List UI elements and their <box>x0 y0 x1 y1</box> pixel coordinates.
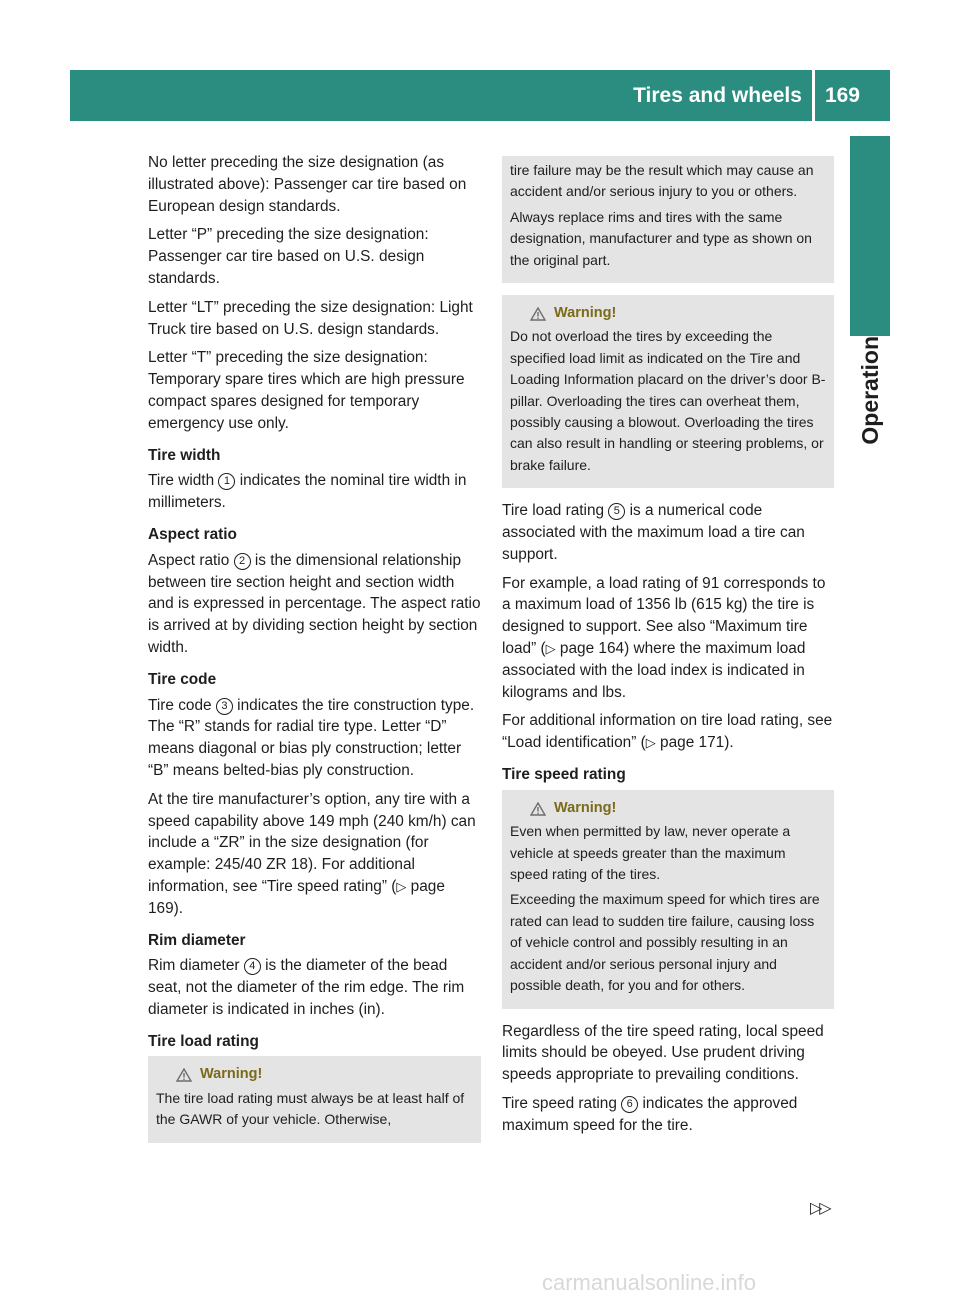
continue-arrow-icon: ▷▷ <box>810 1200 829 1217</box>
warning-text: The tire load rating must always be at least half of the GAWR of your vehicle. Otherwise, <box>156 1089 465 1128</box>
warning-box <box>502 295 834 488</box>
heading-tire-load-rating: Tire load rating <box>148 1032 259 1050</box>
warning-text: Always replace rims and tires with the same designation, manufacturer and type as shown on the original part. <box>510 208 812 268</box>
text: Aspect ratio <box>148 551 234 569</box>
paragraph: Letter “T” preceding the size designation: Temporary spare tires which are high pressure compact spares designed for temporary emergency use only. <box>148 349 465 432</box>
heading-tire-speed-rating: Tire speed rating <box>502 766 626 784</box>
paragraph <box>148 695 481 782</box>
warning-text: Even when permitted by law, never operate a vehicle at speeds greater than the maximum speed rating of the tires. <box>510 823 791 883</box>
text: For example, a load rating of 91 corresponds to a maximum load of 1356 lb (615 kg) the tire is designed to support. See also “Maximum tire load” ( <box>502 574 826 658</box>
warning-text: Exceeding the maximum speed for which tires are rated can lead to sudden tire failure, causing loss of vehicle control and possibly resulting in an accident and/or serious personal injury and possible death, for you and for others. <box>510 891 820 994</box>
heading-tire-width: Tire width <box>148 446 221 464</box>
warning-text: tire failure may be the result which may cause an accident and/or serious injury to you or others. <box>510 162 814 200</box>
warning-title-text: Warning! <box>554 305 617 322</box>
text: is the dimensional relationship between tire section height and section width and is expressed in percentage. The aspect ratio is arrived at by dividing section height by section width. <box>148 551 481 656</box>
warning-triangle-icon <box>530 802 546 816</box>
warning-title <box>510 303 826 324</box>
text: Rim diameter <box>148 957 244 975</box>
text: Tire width <box>148 472 219 490</box>
warning-box-continued <box>502 156 834 283</box>
callout-marker: 2 <box>234 553 251 570</box>
text: Tire load rating <box>502 502 609 520</box>
heading-tire-code: Tire code <box>148 670 217 688</box>
text: For additional information on tire load rating, see “Load identification” ( <box>502 712 833 752</box>
text: is the diameter of the bead seat, not the diameter of the rim edge. The rim diameter is indicated in inches (in). <box>148 957 465 1018</box>
paragraph <box>502 710 834 754</box>
text: page 169). <box>148 877 445 917</box>
warning-box <box>502 790 834 1009</box>
warning-title <box>156 1064 473 1085</box>
paragraph: No letter preceding the size designation (as illustrated above): Passenger car tire based on European design standards. <box>148 154 467 215</box>
text: indicates the tire construction type. The “R” stands for radial tire type. Letter “D” means diagonal or bias ply construction; letter “B” means belted-bias ply construction. <box>148 696 475 779</box>
warning-text: Do not overload the tires by exceeding the specified load limit as indicated on the Tire and Loading Information placard on the driver’s door B-pillar. Overloading the tires can overheat them, possibly causing a blowout. Overloading the tires can also result in handling or steering problems, or brake failure. <box>510 328 826 473</box>
text: Tire speed rating <box>502 1094 622 1112</box>
paragraph <box>148 789 481 920</box>
paragraph <box>502 1093 834 1137</box>
callout-marker: 1 <box>218 473 235 490</box>
page-ref-arrow-icon: ▷ <box>396 878 407 894</box>
header-divider <box>812 70 815 121</box>
page-ref-arrow-icon: ▷ <box>545 641 556 657</box>
side-tab <box>850 136 890 336</box>
header-title-group <box>70 70 892 121</box>
page-ref-arrow-icon: ▷ <box>645 735 656 751</box>
text: page 164) where the maximum load associated with the load index is indicated in kilograms and lbs. <box>502 640 806 701</box>
warning-title-text: Warning! <box>554 799 617 816</box>
callout-marker: 3 <box>216 698 233 715</box>
text: page 171). <box>655 734 734 752</box>
right-column <box>502 156 834 1143</box>
section-title: Tires and wheels <box>633 83 802 107</box>
text: indicates the approved maximum speed for the tire. <box>502 1094 798 1134</box>
paragraph <box>148 470 481 514</box>
warning-triangle-icon <box>176 1068 192 1082</box>
callout-marker: 5 <box>608 503 625 520</box>
text: indicates the nominal tire width in millimeters. <box>148 472 467 512</box>
heading-aspect-ratio: Aspect ratio <box>148 525 237 543</box>
paragraph <box>502 573 834 704</box>
paragraph: Regardless of the tire speed rating, local speed limits should be obeyed. Use prudent driving speeds appropriate to prevailing conditions. <box>502 1022 824 1084</box>
side-tab-label-box <box>852 336 888 496</box>
callout-marker: 6 <box>621 1096 638 1113</box>
paragraph: Letter “LT” preceding the size designation: Light Truck tire based on U.S. design standards. <box>148 298 473 338</box>
text: At the tire manufacturer’s option, any tire with a speed capability above 149 mph (240 km/h) can include a “ZR” in the size designation (for example: 245/40 ZR 18). For additional information, see “Tire speed rating” ( <box>148 790 476 895</box>
warning-triangle-icon <box>530 307 546 321</box>
text: is a numerical code associated with the maximum load a tire can support. <box>502 502 805 563</box>
warning-title <box>510 798 826 819</box>
paragraph <box>502 500 834 565</box>
page-number: 169 <box>824 83 860 107</box>
callout-marker: 4 <box>244 958 261 975</box>
header-bar <box>70 70 890 121</box>
paragraph <box>148 955 481 1020</box>
watermark: carmanualsonline.info <box>542 1270 757 1295</box>
warning-title-text: Warning! <box>200 1066 263 1083</box>
heading-rim-diameter: Rim diameter <box>148 931 246 949</box>
paragraph: Letter “P” preceding the size designation: Passenger car tire based on U.S. design standards. <box>148 226 429 287</box>
left-column <box>148 152 481 1155</box>
paragraph <box>148 550 481 659</box>
text: Tire code <box>148 696 216 714</box>
side-tab-label: Operation <box>856 336 883 445</box>
warning-box <box>148 1056 481 1142</box>
